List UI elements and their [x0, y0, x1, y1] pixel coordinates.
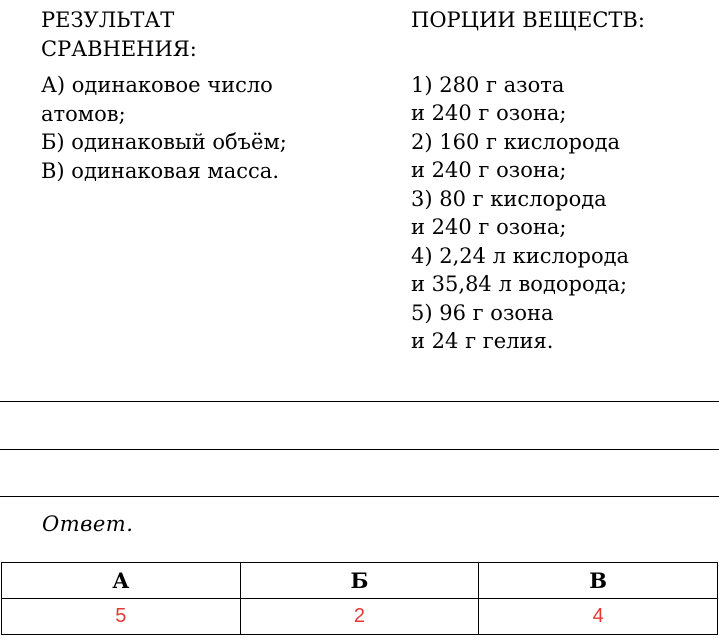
answer-table: [1, 562, 718, 635]
portion-item-5: 5) 96 г озона: [411, 300, 554, 325]
comparison-item-a-continued: атомов;: [41, 101, 126, 126]
heading-line: РЕЗУЛЬТАТ: [41, 8, 175, 32]
writing-line: [0, 449, 719, 450]
portion-item-3: 3) 80 г кислорода: [411, 186, 607, 211]
comparison-item-a: А) одинаковое число: [41, 73, 273, 97]
comparison-item-v: В) одинаковая масса.: [41, 158, 279, 183]
portion-item-2-continued: и 240 г озона;: [411, 158, 567, 182]
answer-value-b[interactable]: 2: [240, 599, 479, 635]
portion-item-5-continued: и 24 г гелия.: [411, 329, 554, 353]
portion-item-4-continued: и 35,84 л водорода;: [411, 272, 628, 296]
answer-value-a[interactable]: 5: [2, 599, 241, 635]
heading-line: ПОРЦИИ ВЕЩЕСТВ:: [411, 8, 645, 32]
portion-item-1: 1) 280 г азота: [411, 72, 565, 97]
portion-item-1-continued: и 240 г озона;: [411, 101, 567, 125]
portion-item-3-continued: и 240 г озона;: [411, 215, 567, 239]
writing-line: [0, 496, 719, 497]
writing-line: [0, 401, 719, 402]
answer-header-a: А: [2, 563, 241, 599]
left-column: [41, 6, 371, 185]
answer-label: Ответ.: [42, 512, 134, 536]
right-column-heading: [411, 6, 711, 35]
answer-header-b: Б: [240, 563, 479, 599]
answer-header-row: [2, 563, 718, 599]
portion-item-2: 2) 160 г кислорода: [411, 129, 621, 154]
heading-line: СРАВНЕНИЯ:: [41, 36, 197, 61]
left-column-heading: [41, 6, 371, 63]
answer-value-v[interactable]: 4: [479, 599, 718, 635]
answer-value-row: [2, 599, 718, 635]
answer-header-v: В: [479, 563, 718, 599]
comparison-item-b: Б) одинаковый объём;: [41, 130, 287, 154]
portion-item-4: 4) 2,24 л кислорода: [411, 243, 630, 268]
right-column: [411, 6, 711, 356]
